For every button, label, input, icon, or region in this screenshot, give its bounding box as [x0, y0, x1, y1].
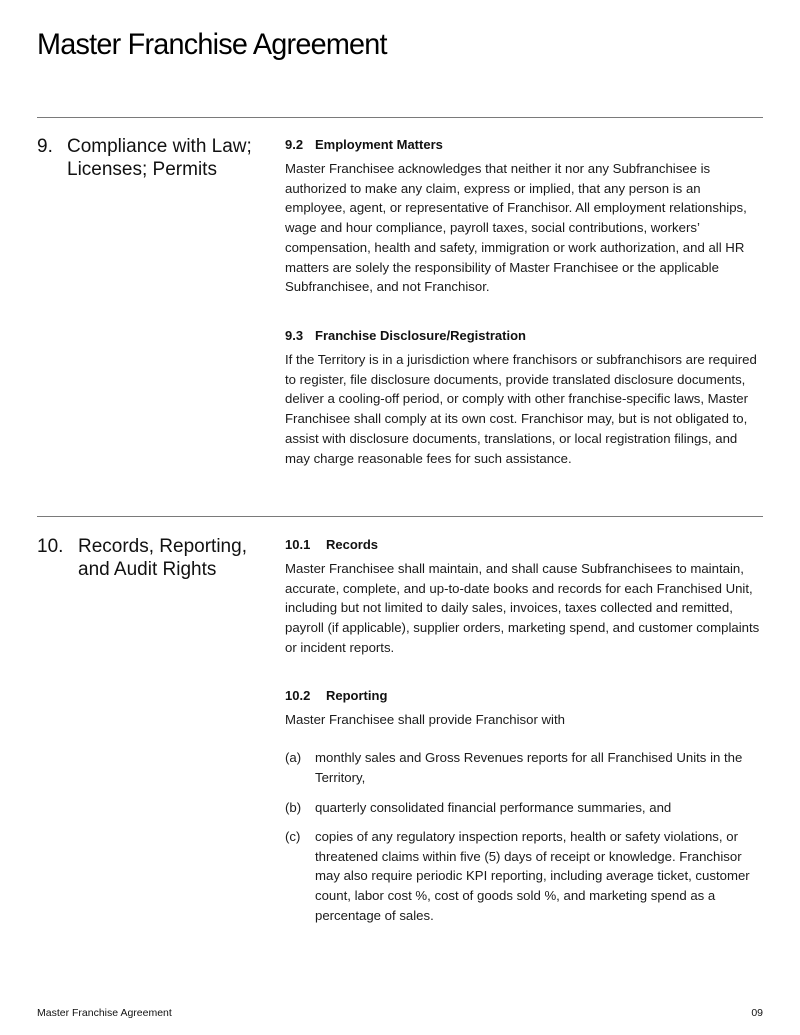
section-title: Compliance with Law; Licenses; Permits	[67, 136, 252, 180]
subsection-9-2	[285, 137, 763, 297]
subsection-number: 10.2	[285, 688, 311, 703]
page-number: 09	[751, 1007, 763, 1019]
subsection-text: Master Franchisee acknowledges that neither it nor any Subfranchisee is authorized to make any claim, express or implied, that any person is an employee, agent, or representative of Franchisor. All employment relationships, wage and hour compliance, payroll taxes, social contributions, workers’ compensation, health and safety, immigration or work authorization, and all HR matters are solely the responsibility of Master Franchisee or the applicable Subfranchisee, and not Franchisor.	[285, 161, 747, 295]
subsection-10-2	[285, 688, 763, 730]
list-item-label: (a)	[285, 750, 302, 765]
subsection-10-1	[285, 537, 763, 658]
list-item-text: quarterly consolidated financial performance summaries, and	[315, 800, 672, 815]
subsection-text: Master Franchisee shall maintain, and shall cause Subfranchisees to maintain, accurate, complete, and up-to-date books and records for each Franchised Unit, including but not limited to daily sales, invoices, taxes collected and remitted, payroll (if applicable), supplier orders, marketing spend, and customer complaints or incident reports.	[285, 561, 760, 655]
list-item-c	[285, 827, 763, 926]
subsection-heading: Reporting	[326, 688, 388, 703]
subsection-heading: Franchise Disclosure/Registration	[315, 328, 526, 343]
list-item-label: (b)	[285, 800, 302, 815]
list-item-label: (c)	[285, 829, 301, 844]
subsection-heading: Employment Matters	[315, 137, 443, 152]
list-item-b	[285, 798, 763, 818]
footer-document-title: Master Franchise Agreement	[37, 1007, 172, 1019]
subsection-heading: Records	[326, 537, 379, 552]
section-number: 9.	[37, 136, 53, 157]
section-number: 10.	[37, 536, 64, 557]
section-10-heading	[37, 535, 267, 581]
list-item-text: copies of any regulatory inspection reports, health or safety violations, or threatened claims within five (5) days of receipt or knowledge. Franchisor may also require periodic KPI reporting, including average ticket, customer count, labor cost %, cost of goods sold %, and marketing spend as a percentage of sales.	[315, 829, 750, 923]
subsection-number: 9.3	[285, 328, 304, 343]
list-item-text: monthly sales and Gross Revenues reports for all Franchised Units in the Territory,	[315, 750, 743, 785]
section-9-heading	[37, 135, 267, 181]
section-divider	[37, 117, 763, 118]
document-title: Master Franchise Agreement	[37, 28, 387, 61]
subsection-text: Master Franchisee shall provide Franchisor with	[285, 712, 565, 727]
section-title: Records, Reporting, and Audit Rights	[78, 536, 247, 580]
section-divider	[37, 516, 763, 517]
subsection-9-3	[285, 328, 763, 468]
subsection-text: If the Territory is in a jurisdiction where franchisors or subfranchisors are required to register, file disclosure documents, provide translated disclosure documents, deliver a cooling-off period, or comply with other franchise-specific laws, Master Franchisee shall comply at its own cost. Franchisor may, but is not obligated to, assist with disclosure documents, translations, or local registration filings, and may charge reasonable fees for such assistance.	[285, 352, 757, 466]
subsection-number: 10.1	[285, 537, 311, 552]
list-item-a	[285, 748, 763, 787]
subsection-number: 9.2	[285, 137, 304, 152]
